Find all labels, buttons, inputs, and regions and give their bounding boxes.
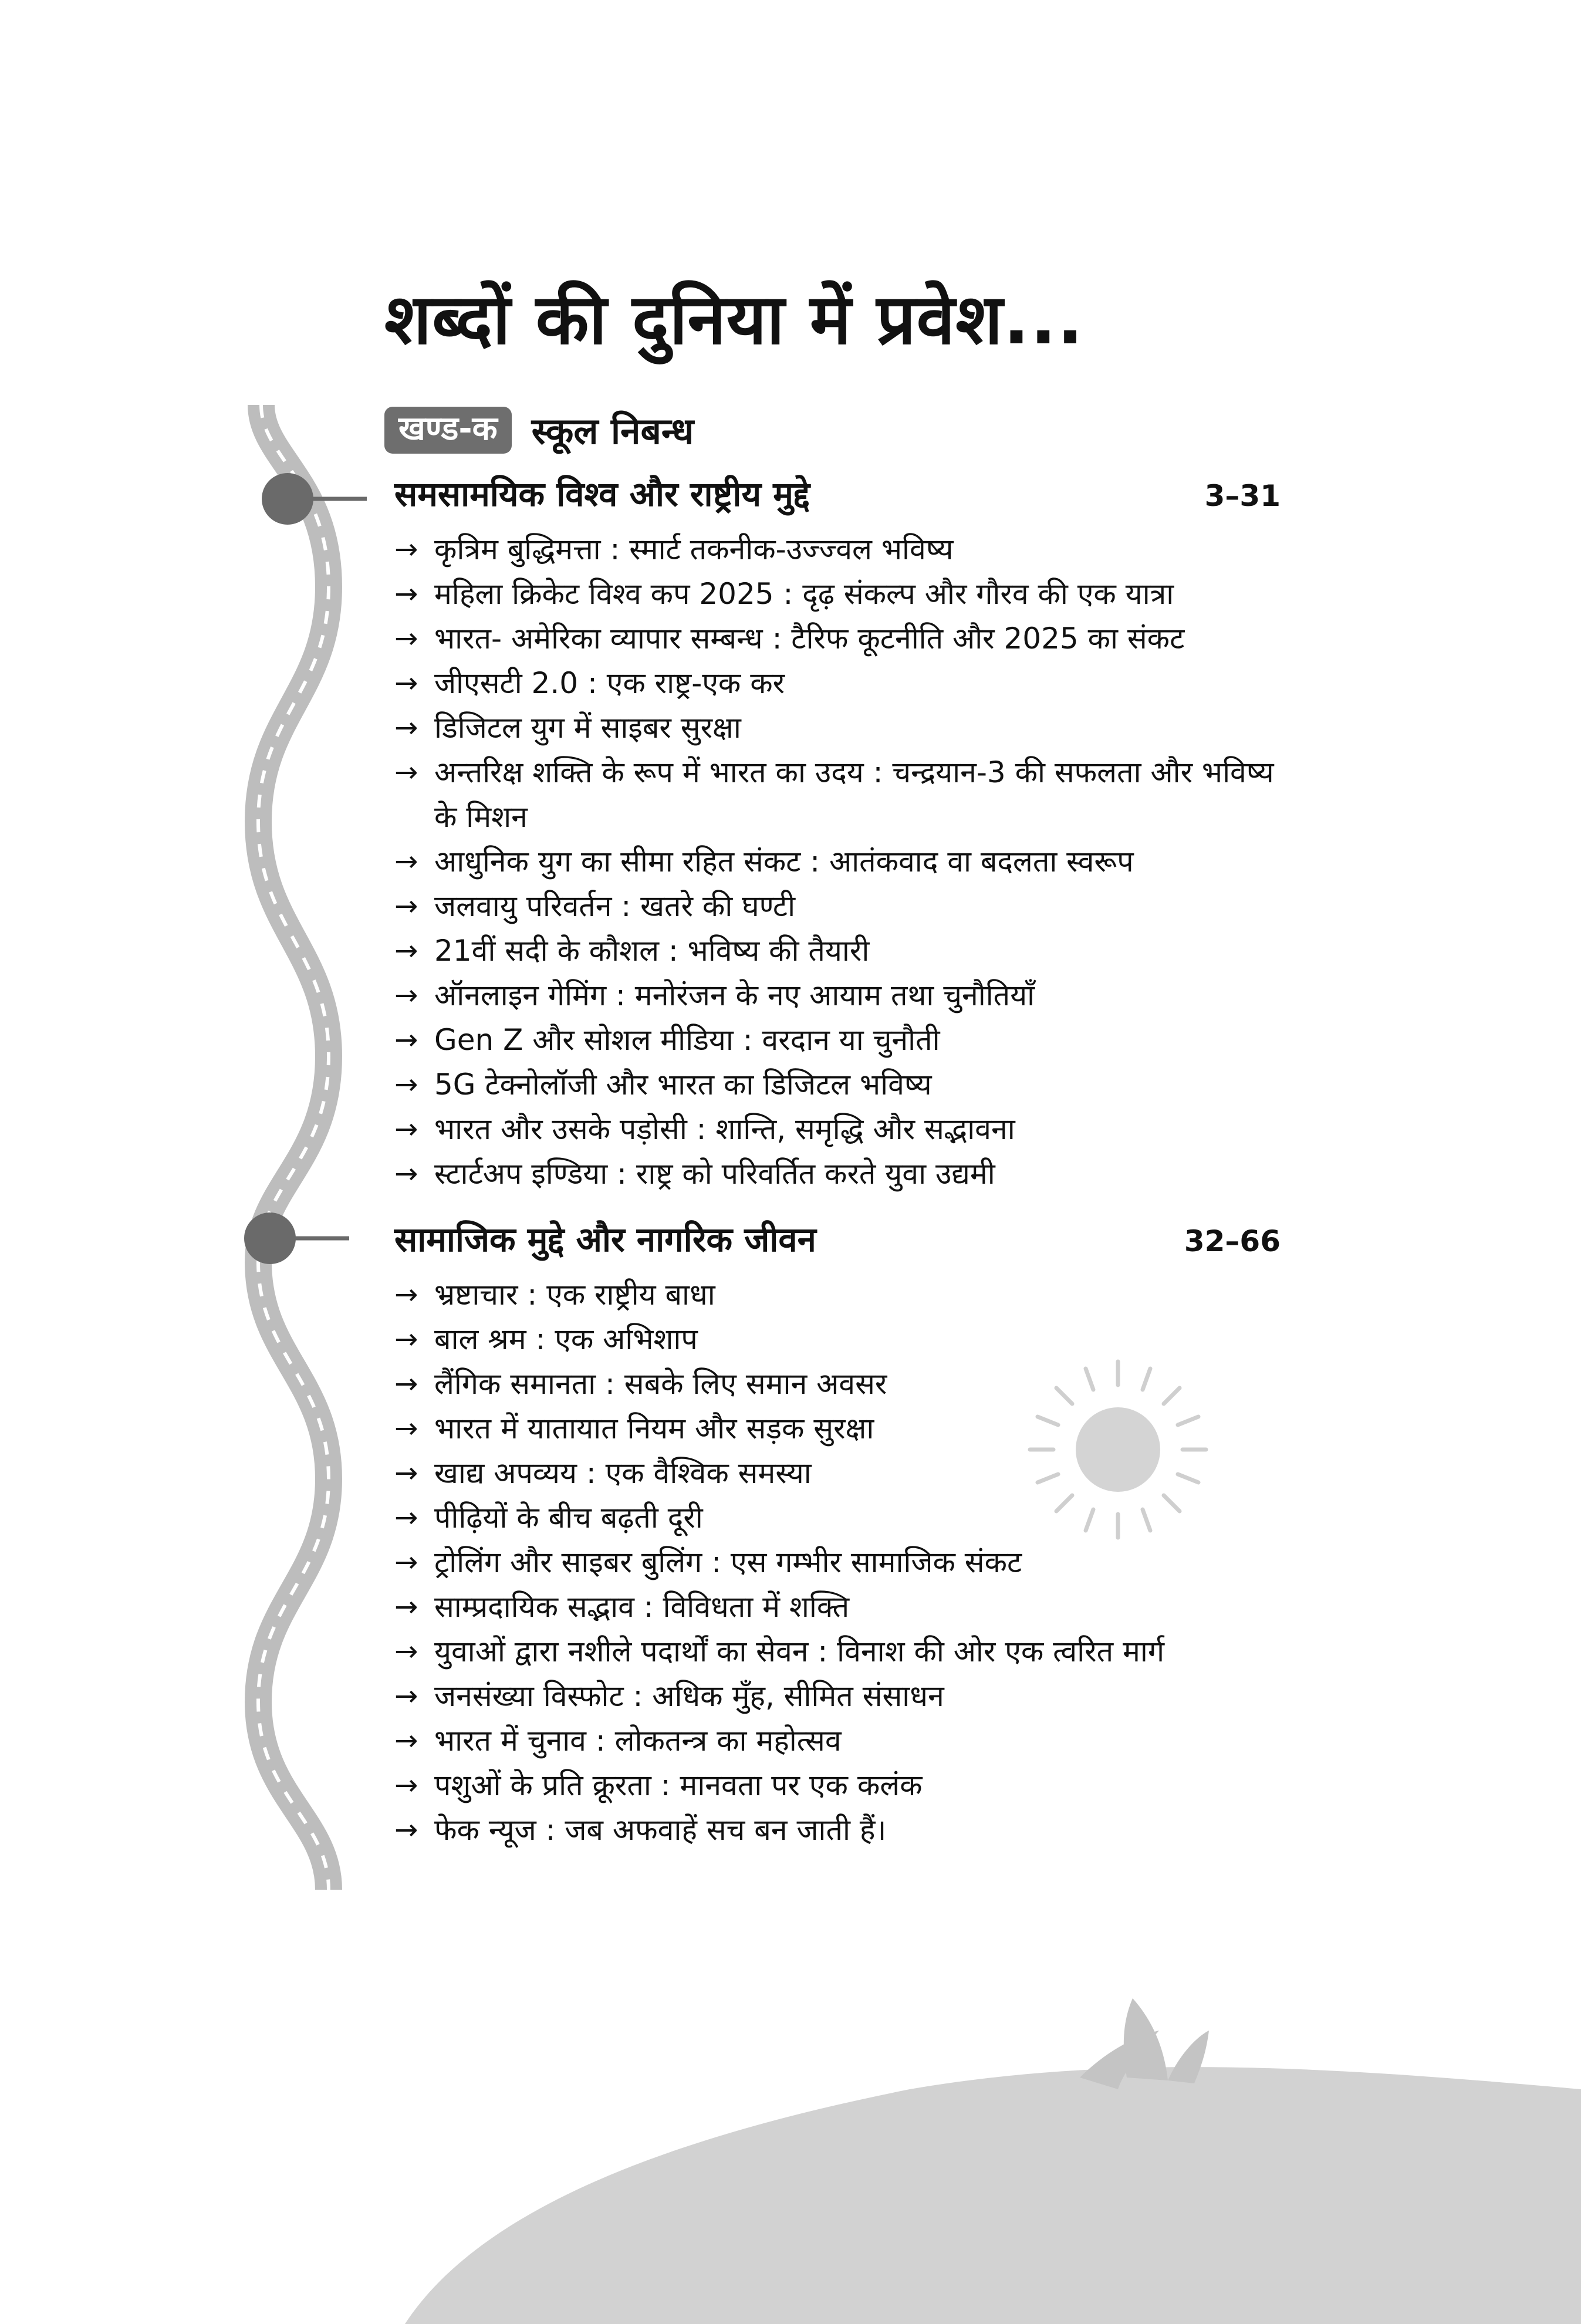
grass-illustration: [1080, 1998, 1209, 2089]
topic-text: भारत- अमेरिका व्यापार सम्बन्ध : टैरिफ कूटनीति और 2025 का संकट: [434, 621, 1185, 656]
topic-item: [394, 1362, 1286, 1406]
arrow-icon: →: [394, 1590, 418, 1623]
arrow-icon: →: [394, 711, 418, 744]
arrow-icon: →: [394, 622, 418, 655]
arrow-icon: →: [394, 1113, 418, 1146]
topic-text: भारत में यातायात नियम और सड़क सुरक्षा: [434, 1411, 874, 1445]
topic-text: पशुओं के प्रति क्रूरता : मानवता पर एक कलंक: [434, 1768, 923, 1802]
section-2-topic-list: [394, 1272, 1286, 1852]
topic-text: ट्रोलिंग और साइबर बुलिंग : एस गम्भीर सामाजिक संकट: [434, 1545, 1022, 1579]
arrow-icon: →: [394, 1680, 418, 1712]
topic-item: [394, 884, 1286, 928]
topic-item: [394, 928, 1286, 973]
khand-header: [384, 405, 694, 455]
topic-item: [394, 1406, 1286, 1451]
topic-item: [394, 1808, 1286, 1852]
topic-item: [394, 661, 1286, 705]
topic-text: भारत और उसके पड़ोसी : शान्ति, समृद्धि और सद्भावना: [434, 1112, 1015, 1146]
topic-item: [394, 1540, 1286, 1585]
topic-text: खाद्य अपव्यय : एक वैश्विक समस्या: [434, 1456, 812, 1490]
topic-item: [394, 1718, 1286, 1763]
topic-text: आधुनिक युग का सीमा रहित संकट : आतंकवाद वा बदलता स्वरूप: [434, 845, 1134, 879]
topic-text: लैंगिक समानता : सबके लिए समान अवसर: [434, 1367, 887, 1401]
topic-text: फेक न्यूज : जब अफवाहें सच बन जाती हैं।: [434, 1813, 887, 1847]
arrow-icon: →: [394, 1769, 418, 1802]
khand-title: स्कूल निबन्ध: [531, 410, 694, 452]
topic-item: [394, 750, 1286, 839]
topic-item: [394, 1674, 1286, 1718]
section-1-topic-list: [394, 527, 1286, 1196]
topic-item: [394, 1317, 1286, 1362]
topic-item: [394, 705, 1286, 750]
arrow-icon: →: [394, 667, 418, 700]
topic-item: [394, 1629, 1286, 1674]
arrow-icon: →: [394, 1367, 418, 1400]
topic-item: [394, 1062, 1286, 1107]
section-marker-2: [244, 1212, 349, 1264]
topic-text: कृत्रिम बुद्धिमत्ता : स्मार्ट तकनीक-उज्ज्वल भविष्य: [434, 532, 954, 566]
topic-item: [394, 527, 1286, 572]
arrow-icon: →: [394, 934, 418, 967]
topic-text: जीएसटी 2.0 : एक राष्ट्र-एक कर: [434, 666, 785, 700]
topic-item: [394, 1018, 1286, 1062]
topic-text: युवाओं द्वारा नशीले पदार्थों का सेवन : विनाश की ओर एक त्वरित मार्ग: [434, 1634, 1165, 1668]
topic-text: स्टार्टअप इण्डिया : राष्ट्र को परिवर्तित करते युवा उद्यमी: [434, 1157, 995, 1191]
arrow-icon: →: [394, 890, 418, 923]
topic-text: साम्प्रदायिक सद्भाव : विविधता में शक्ति: [434, 1590, 850, 1624]
arrow-icon: →: [394, 577, 418, 610]
section-page-range: 3–31: [1204, 479, 1281, 513]
topic-text: Gen Z और सोशल मीडिया : वरदान या चुनौती: [434, 1023, 940, 1057]
topic-item: [394, 1585, 1286, 1629]
topic-text: ऑनलाइन गेमिंग : मनोरंजन के नए आयाम तथा चुनौतियाँ: [434, 978, 1035, 1012]
topic-item: [394, 1107, 1286, 1151]
arrow-icon: →: [394, 1412, 418, 1445]
arrow-icon: →: [394, 1023, 418, 1056]
topic-item: [394, 1151, 1286, 1196]
khand-badge: खण्ड-क: [384, 407, 512, 453]
topic-item: [394, 1451, 1286, 1495]
topic-text: अन्तरिक्ष शक्ति के रूप में भारत का उदय : चन्द्रयान-3 की सफलता और भविष्य के मिशन: [434, 755, 1274, 834]
section-title: सामाजिक मुद्दे और नागरिक जीवन: [394, 1220, 816, 1259]
topic-text: पीढ़ियों के बीच बढ़ती दूरी: [434, 1501, 703, 1535]
section-title: समसामयिक विश्व और राष्ट्रीय मुद्दे: [394, 474, 810, 514]
topic-text: 21वीं सदी के कौशल : भविष्य की तैयारी: [434, 934, 870, 968]
topic-text: जलवायु परिवर्तन : खतरे की घण्टी: [434, 889, 796, 923]
section-header-1: [394, 469, 1281, 516]
hill-illustration: [405, 2067, 1581, 2324]
topic-item: [394, 572, 1286, 616]
arrow-icon: →: [394, 1157, 418, 1190]
arrow-icon: →: [394, 1068, 418, 1101]
topic-text: भारत में चुनाव : लोकतन्त्र का महोत्सव: [434, 1724, 842, 1758]
arrow-icon: →: [394, 1457, 418, 1489]
topic-item: [394, 839, 1286, 884]
topic-item: [394, 973, 1286, 1018]
topic-item: [394, 1272, 1286, 1317]
section-page-range: 32–66: [1184, 1224, 1281, 1258]
topic-text: 5G टेक्नोलॉजी और भारत का डिजिटल भविष्य: [434, 1068, 932, 1102]
arrow-icon: →: [394, 533, 418, 566]
topic-text: महिला क्रिकेट विश्व कप 2025 : दृढ़ संकल्प और गौरव की एक यात्रा: [434, 577, 1174, 611]
arrow-icon: →: [394, 1323, 418, 1356]
arrow-icon: →: [394, 1724, 418, 1757]
arrow-icon: →: [394, 756, 418, 789]
topic-item: [394, 616, 1286, 661]
topic-item: [394, 1495, 1286, 1540]
page-title: शब्दों की दुनिया में प्रवेश...: [384, 279, 1085, 360]
topic-text: जनसंख्या विस्फोट : अधिक मुँह, सीमित संसाधन: [434, 1679, 944, 1713]
arrow-icon: →: [394, 1501, 418, 1534]
topic-text: बाल श्रम : एक अभिशाप: [434, 1322, 698, 1356]
topic-text: डिजिटल युग में साइबर सुरक्षा: [434, 711, 741, 745]
arrow-icon: →: [394, 845, 418, 878]
topic-item: [394, 1763, 1286, 1808]
topic-text: भ्रष्टाचार : एक राष्ट्रीय बाधा: [434, 1278, 715, 1312]
arrow-icon: →: [394, 1546, 418, 1579]
arrow-icon: →: [394, 1813, 418, 1846]
winding-road-illustration: [258, 405, 329, 1890]
arrow-icon: →: [394, 1278, 418, 1311]
arrow-icon: →: [394, 979, 418, 1012]
arrow-icon: →: [394, 1635, 418, 1668]
section-header-2: [394, 1215, 1281, 1261]
